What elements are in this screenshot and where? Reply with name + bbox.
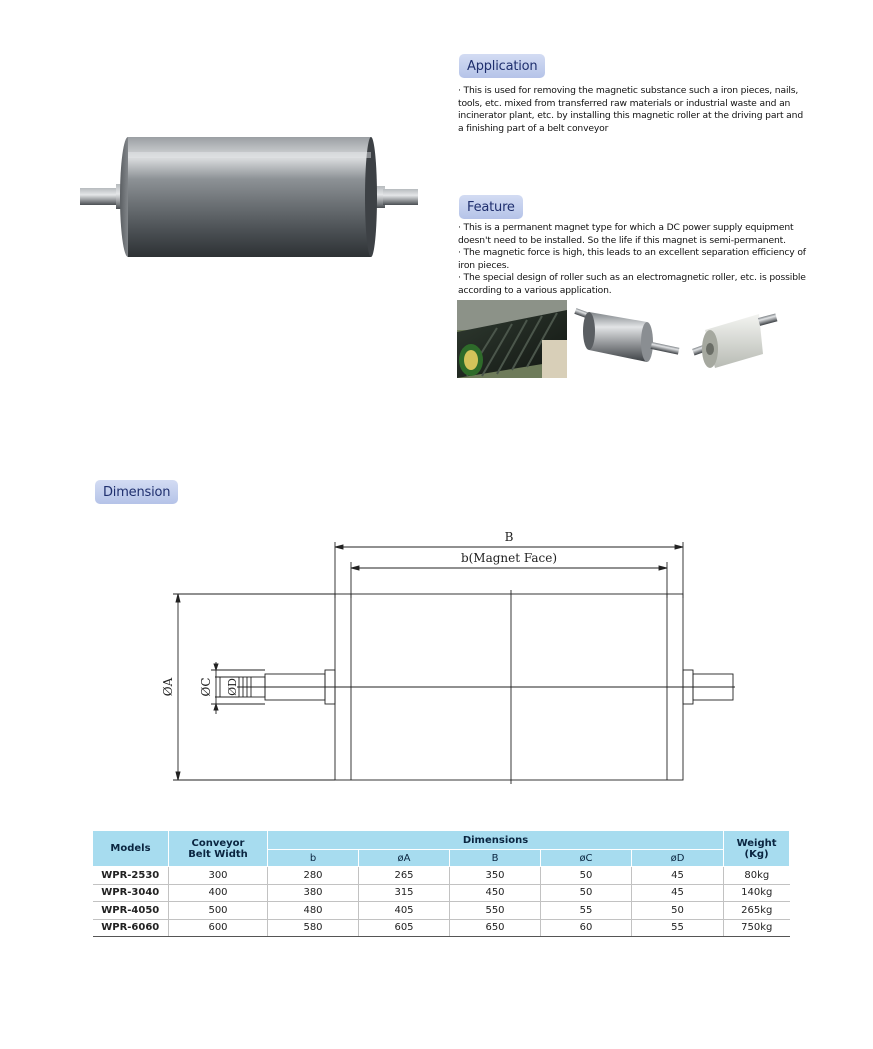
cell: 50 (541, 884, 632, 902)
cell-model: WPR-4050 (93, 902, 169, 920)
subheader-B: B (450, 850, 541, 867)
cell-model: WPR-2530 (93, 867, 169, 885)
header-weight-line2: (Kg) (744, 848, 769, 860)
label-phi-A: ØA (161, 677, 175, 697)
cell: 600 (169, 919, 268, 937)
cell: 500 (169, 902, 268, 920)
cell: 580 (268, 919, 359, 937)
cell: 480 (268, 902, 359, 920)
table-row (93, 867, 790, 885)
cell: 50 (632, 902, 724, 920)
cell: 380 (268, 884, 359, 902)
thumbnail-belt-roller (457, 300, 567, 378)
cell: 55 (632, 919, 724, 937)
cell: 405 (359, 902, 450, 920)
header-weight (724, 831, 790, 867)
cell: 750kg (724, 919, 790, 937)
specification-table (92, 830, 790, 937)
cell-model: WPR-3040 (93, 884, 169, 902)
subheader-b: b (268, 850, 359, 867)
magnetic-roller-photo (78, 132, 423, 267)
table-row (93, 902, 790, 920)
cell: 45 (632, 867, 724, 885)
application-heading: Application (459, 54, 545, 78)
header-conveyor-belt-width (169, 831, 268, 867)
cell: 50 (541, 867, 632, 885)
feature-text (458, 222, 808, 298)
cell: 400 (169, 884, 268, 902)
feature-item: · The magnetic force is high, this leads to an excellent separation efficiency of iron pieces. (458, 247, 806, 271)
cell: 300 (169, 867, 268, 885)
header-conveyor-line1: Conveyor (191, 837, 245, 849)
cell: 45 (632, 884, 724, 902)
label-phi-D: ØD (226, 678, 239, 696)
cell: 265kg (724, 902, 790, 920)
label-b-magnet-face: b(Magnet Face) (460, 551, 558, 565)
cell: 140kg (724, 884, 790, 902)
cell-model: WPR-6060 (93, 919, 169, 937)
dimension-diagram (155, 528, 745, 788)
cell: 550 (450, 902, 541, 920)
thumbnail-steel-roller (574, 308, 679, 362)
subheader-phi-c: øC (541, 850, 632, 867)
cell: 265 (359, 867, 450, 885)
header-models: Models (93, 831, 169, 867)
thumbnail-white-roller (692, 313, 777, 368)
subheader-phi-a: øA (359, 850, 450, 867)
table-row (93, 884, 790, 902)
label-phi-C: ØC (199, 677, 213, 697)
feature-item: · This is a permanent magnet type for which a DC power supply equipment doesn't need to be installed. So the life if this magnet is semi-permanent. (458, 222, 794, 246)
cell: 450 (450, 884, 541, 902)
cell: 60 (541, 919, 632, 937)
feature-item: · The special design of roller such as an electromagnetic roller, etc. is possible according to a various application. (458, 272, 806, 296)
cell: 280 (268, 867, 359, 885)
subheader-phi-d: øD (632, 850, 724, 867)
feature-heading: Feature (459, 195, 523, 219)
cell: 650 (450, 919, 541, 937)
table-row (93, 919, 790, 937)
application-paragraph: · This is used for removing the magnetic substance such a iron pieces, nails, tools, etc. mixed from transferred raw materials or industrial waste and an incinerator plant, etc. by installing this magnetic roller at the driving part and a finishing part of a belt conveyor (458, 85, 804, 134)
header-dimensions: Dimensions (268, 831, 724, 850)
roller-thumbnails (457, 300, 787, 378)
cell: 605 (359, 919, 450, 937)
header-conveyor-line2: Belt Width (188, 848, 248, 860)
label-B: B (504, 530, 514, 544)
application-text (458, 85, 808, 135)
cell: 55 (541, 902, 632, 920)
cell: 80kg (724, 867, 790, 885)
cell: 350 (450, 867, 541, 885)
header-weight-line1: Weight (736, 837, 777, 849)
cell: 315 (359, 884, 450, 902)
dimension-heading: Dimension (95, 480, 178, 504)
